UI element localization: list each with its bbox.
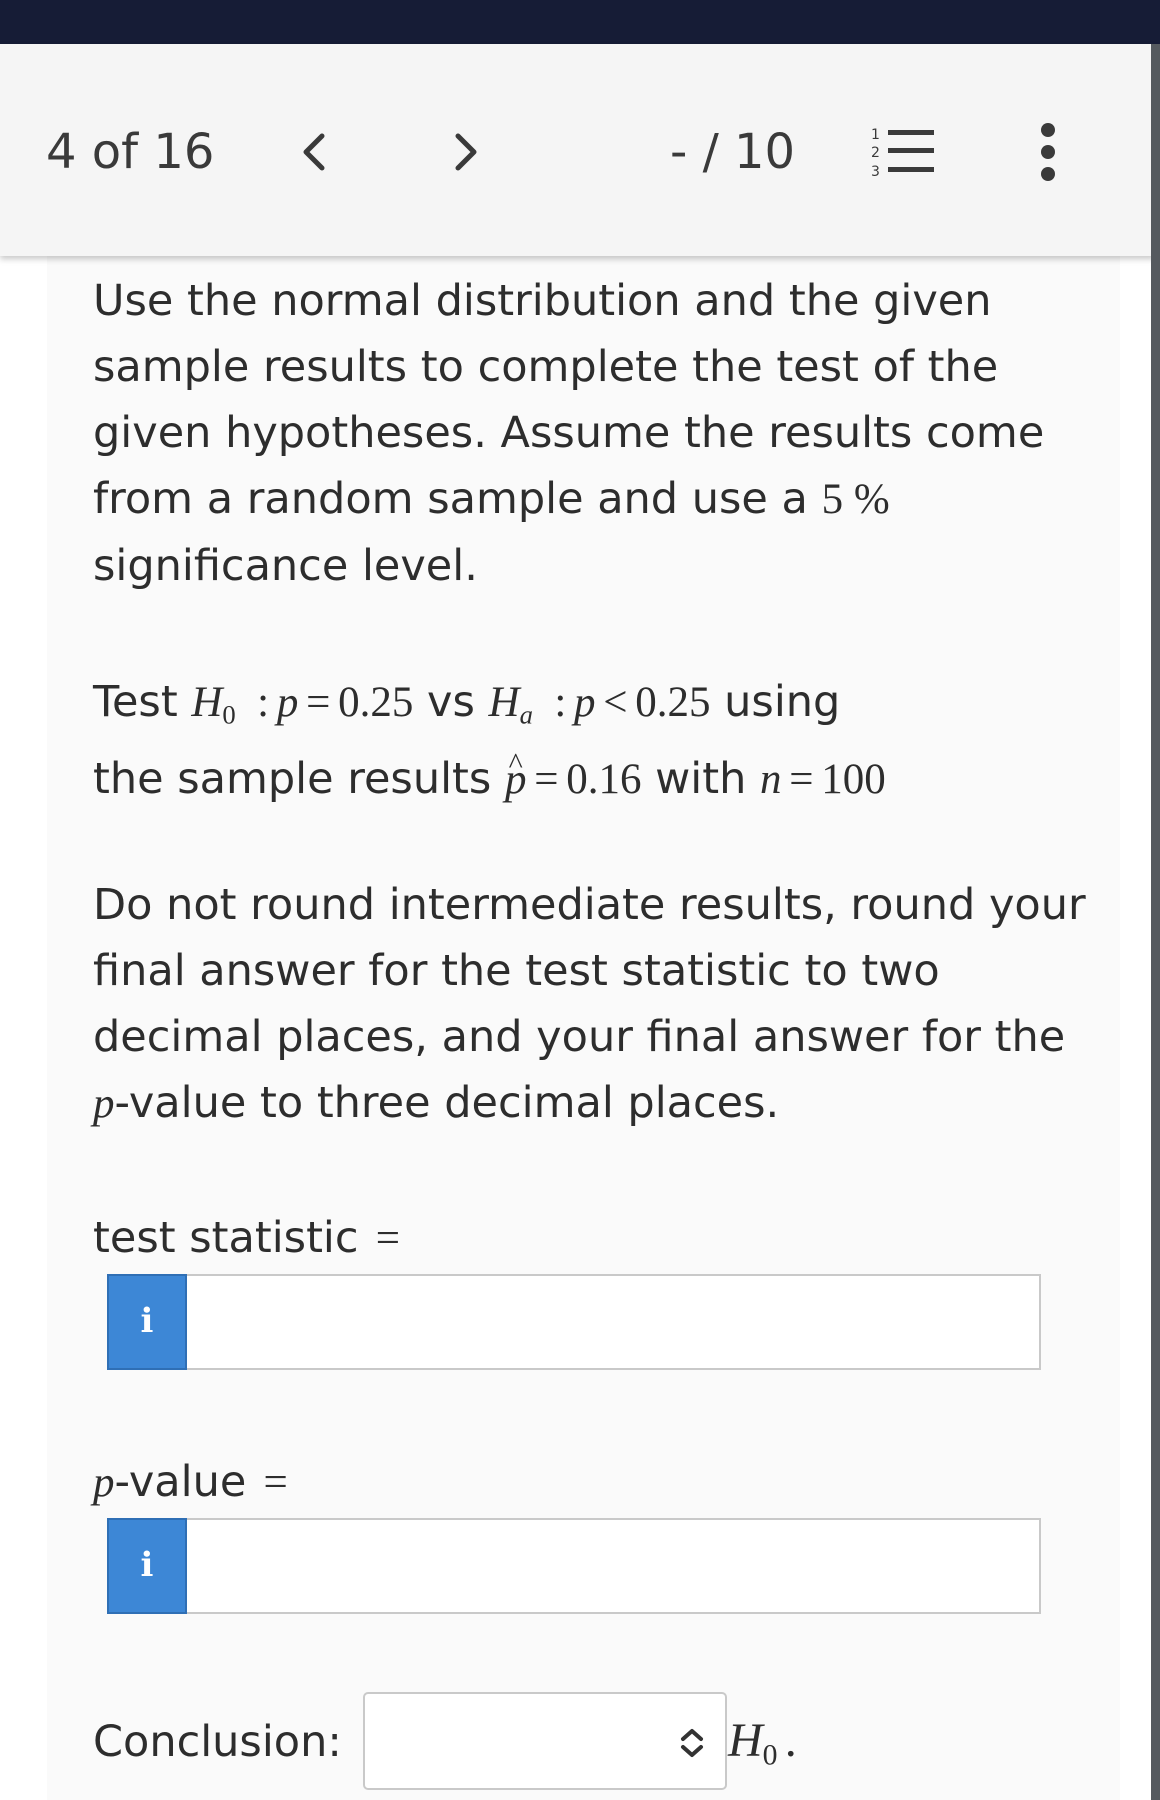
conclusion-label: Conclusion: — [93, 1717, 342, 1767]
test-statistic-answer-box — [107, 1274, 1041, 1370]
question-navigation-bar — [0, 44, 1155, 256]
p-value-label: p-value = — [93, 1457, 288, 1507]
select-arrows-icon — [677, 1726, 707, 1760]
test-statistic-label: test statistic = — [93, 1213, 400, 1263]
p-hat-symbol: ^ p — [505, 742, 527, 818]
sample-size: 100 — [821, 756, 886, 803]
hypothesis-statement: Test $H_0$ : p = 0.25 vs $H_a$ : p < 0.25 using the sample results ^ p = 0.16 with n = 100 — [93, 664, 1093, 818]
top-bar — [0, 0, 1160, 44]
question-intro: Use the normal distribution and the given sample results to complete the test of the given hypotheses. Assume the results come from a random sample and use a 5 % significance level. — [93, 276, 1045, 591]
p-value-answer-box — [107, 1518, 1041, 1614]
test-statistic-input[interactable] — [189, 1276, 1039, 1368]
sample-proportion: 0.16 — [566, 756, 642, 803]
rounding-instructions: Do not round intermediate results, round your final answer for the test statistic to two decimal places, and your final answer for the p-value to three decimal places. — [93, 880, 1086, 1128]
null-proportion: 0.25 — [338, 679, 414, 726]
info-icon[interactable]: i — [107, 1518, 187, 1614]
svg-text:3: 3 — [871, 164, 880, 180]
svg-text:2: 2 — [871, 145, 880, 161]
significance-level: 5 % — [821, 476, 890, 523]
info-icon[interactable]: i — [107, 1274, 187, 1370]
numbered-list-icon[interactable] — [868, 124, 936, 182]
conclusion-dropdown[interactable] — [363, 1692, 727, 1790]
null-hypothesis-symbol: $H_0$ . — [728, 1714, 797, 1772]
p-value-input[interactable] — [189, 1520, 1039, 1612]
question-position: 4 of 16 — [46, 124, 215, 180]
score-display: - / 10 — [670, 124, 796, 180]
chevron-right-icon[interactable] — [444, 128, 488, 176]
more-vertical-icon[interactable] — [1030, 120, 1066, 184]
chevron-left-icon[interactable] — [294, 128, 338, 176]
scrollbar[interactable] — [1151, 44, 1160, 1800]
svg-text:1: 1 — [871, 127, 880, 143]
